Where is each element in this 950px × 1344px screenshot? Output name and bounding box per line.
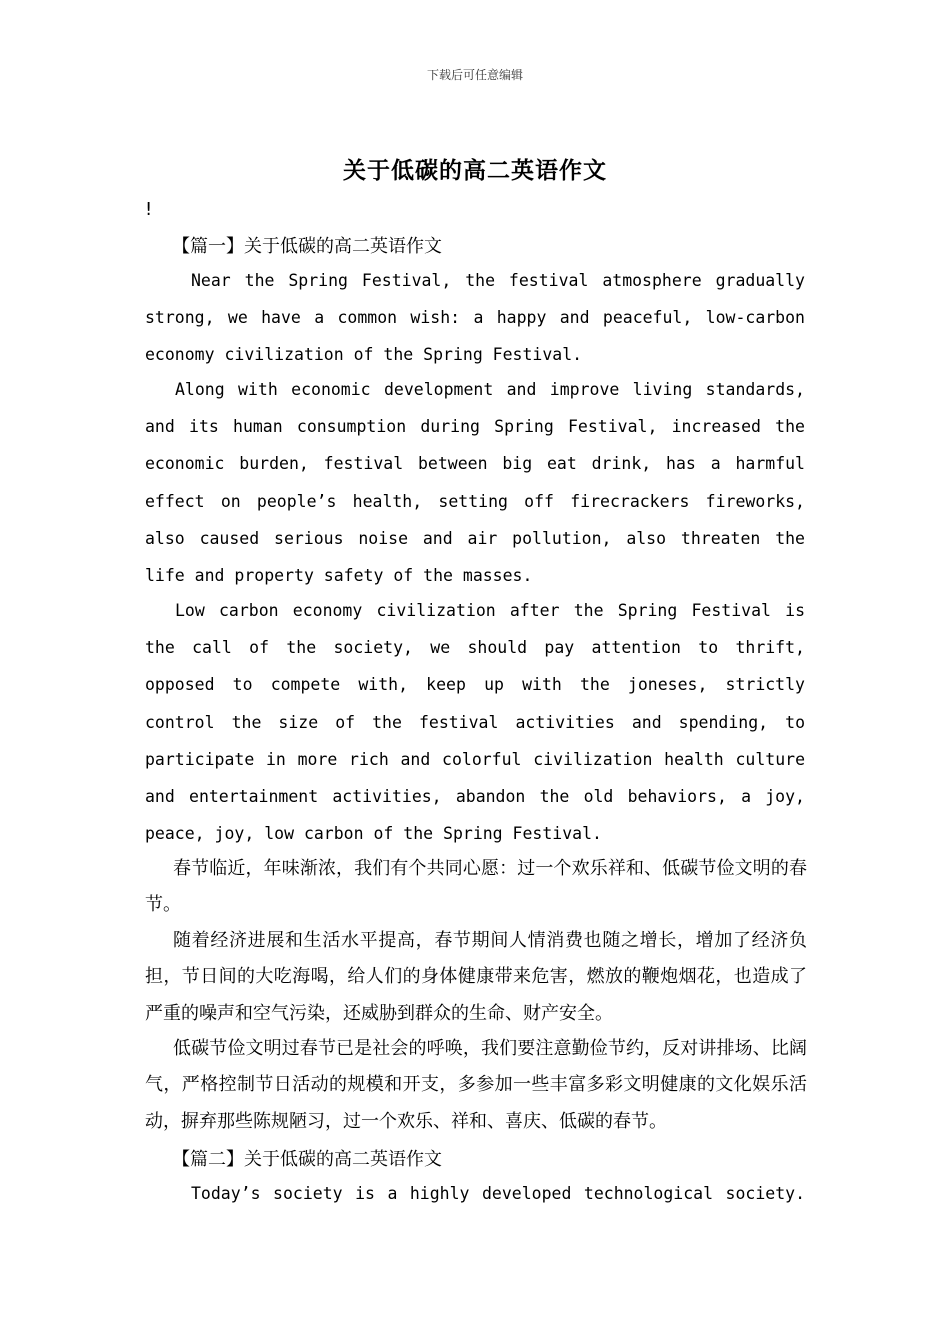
exclamation-mark: ! xyxy=(145,199,153,220)
english-paragraph-2: Along with economic development and improve living standards, and its human consumption during Spring Festival, increased the economic burden, festival between big eat drink, has a harmful effect on people’s health, setting off firecrackers fireworks, also caused serious noise and air pollution, also threaten the life and property safety of the masses. xyxy=(145,380,805,586)
section-heading-2: 【篇二】关于低碳的高二英语作文 xyxy=(172,1149,442,1170)
header-note: 下载后可任意编辑 xyxy=(426,68,523,82)
chinese-paragraph-2: 随着经济进展和生活水平提高，春节期间人情消费也随之增长，增加了经济负担，节日间的大吃海喝，给人们的身体健康带来危害，燃放的鞭炮烟花，也造成了严重的噪声和空气污染，还威胁到群众的生命、财产安全。 xyxy=(145,930,807,1024)
english-paragraph-1: Near the Spring Festival, the festival atmosphere gradually strong, we have a common wish: a happy and peaceful, low-carbon economy civilization of the Spring Festival. xyxy=(145,271,805,365)
chinese-paragraph-1: 春节临近，年味渐浓，我们有个共同心愿：过一个欢乐祥和、低碳节俭文明的春节。 xyxy=(145,858,807,916)
english-paragraph-3: Low carbon economy civilization after the Spring Festival is the call of the society, we should pay attention to thrift, opposed to compete with, keep up with the joneses, strictly control the size of the festival activities and spending, to participate in more rich and colorful civilization health culture and entertainment activities, abandon the old behaviors, a joy, peace, joy, low carbon of the Spring Festival. xyxy=(145,601,805,844)
document-title: 关于低碳的高二英语作文 xyxy=(343,158,607,184)
section-heading-1: 【篇一】关于低碳的高二英语作文 xyxy=(172,236,442,257)
english-paragraph-4: Today’s society is a highly developed technological society. xyxy=(191,1184,805,1203)
chinese-paragraph-3: 低碳节俭文明过春节已是社会的呼唤，我们要注意勤俭节约，反对讲排场、比阔气，严格控制节日活动的规模和开支，多参加一些丰富多彩文明健康的文化娱乐活动，摒弃那些陈规陋习，过一个欢乐、祥和、喜庆、低碳的春节。 xyxy=(145,1038,807,1132)
